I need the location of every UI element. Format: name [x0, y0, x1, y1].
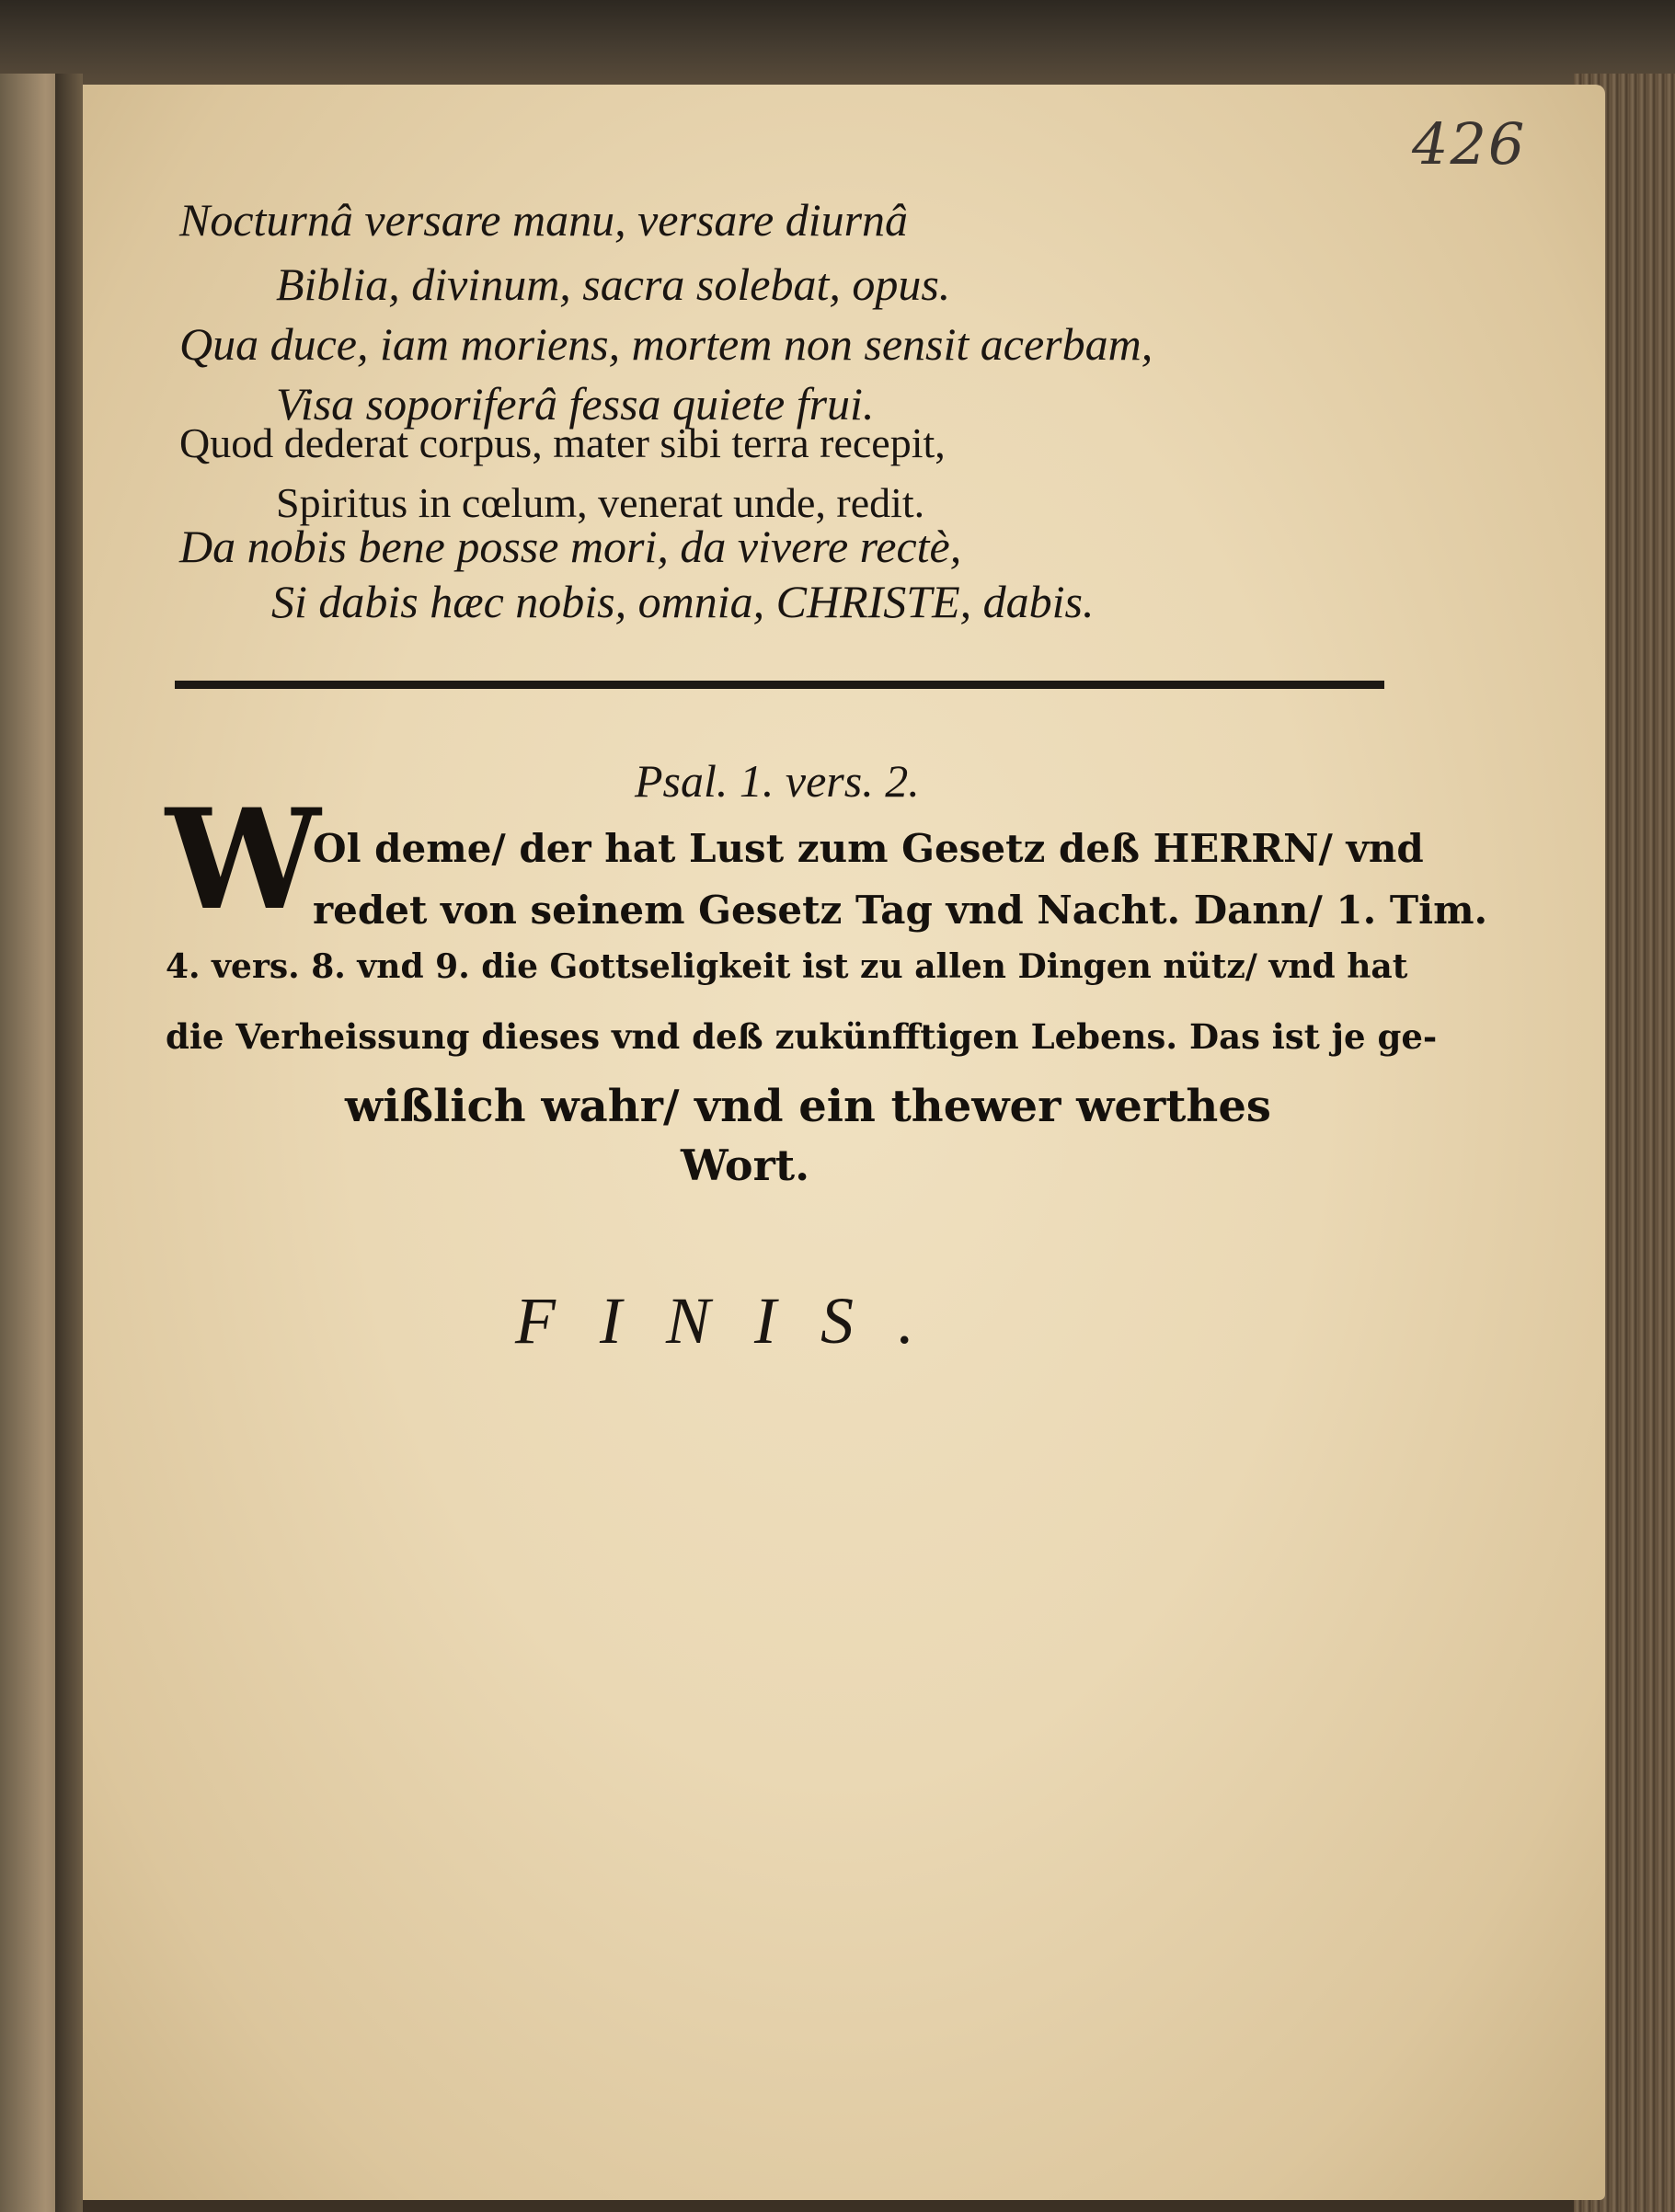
book-gutter: [55, 74, 83, 2212]
finis-colophon: FINIS.: [515, 1284, 958, 1358]
latin-verse-line: Qua duce, iam moriens, mortem non sensit acerbam,: [179, 318, 1153, 370]
latin-verse-line: Si dabis hæc nobis, omnia, CHRISTE, dabis.: [271, 576, 1095, 627]
latin-verse-line: Biblia, divinum, sacra solebat, opus.: [276, 258, 951, 310]
book-binding: [0, 0, 1675, 87]
latin-verse-line: Visa soporiferâ fessa quiete frui.: [276, 378, 875, 430]
german-text-line: Wort.: [681, 1140, 810, 1190]
german-text-line: wißlich wahr/ vnd ein thewer werthes: [345, 1081, 1271, 1132]
page-number: 426: [1412, 110, 1527, 178]
german-text-line: redet von seinem Gesetz Tag vnd Nacht. Dann/ 1. Tim.: [313, 888, 1488, 933]
german-text-line: die Verheissung dieses vnd deß zukünfftigen Lebens. Das ist je ge-: [166, 1016, 1438, 1057]
latin-verse-line: Da nobis bene posse mori, da vivere rectè,: [179, 521, 962, 572]
latin-verse-line: Nocturnâ versare manu, versare diurnâ: [179, 194, 909, 246]
german-text-line: 4. vers. 8. vnd 9. die Gottseligkeit ist zu allen Dingen nütz/ vnd hat: [166, 947, 1408, 986]
latin-verse-line: Quod dederat corpus, mater sibi terra recepit,: [179, 419, 946, 466]
psalm-reference: Psal. 1. vers. 2.: [635, 755, 920, 807]
section-divider: [175, 681, 1384, 689]
decorated-initial: W: [166, 779, 321, 941]
german-text-line: Ol deme/ der hat Lust zum Gesetz deß HERRN/ vnd: [313, 826, 1424, 871]
latin-verse-line: Spiritus in cœlum, venerat unde, redit.: [276, 479, 925, 526]
